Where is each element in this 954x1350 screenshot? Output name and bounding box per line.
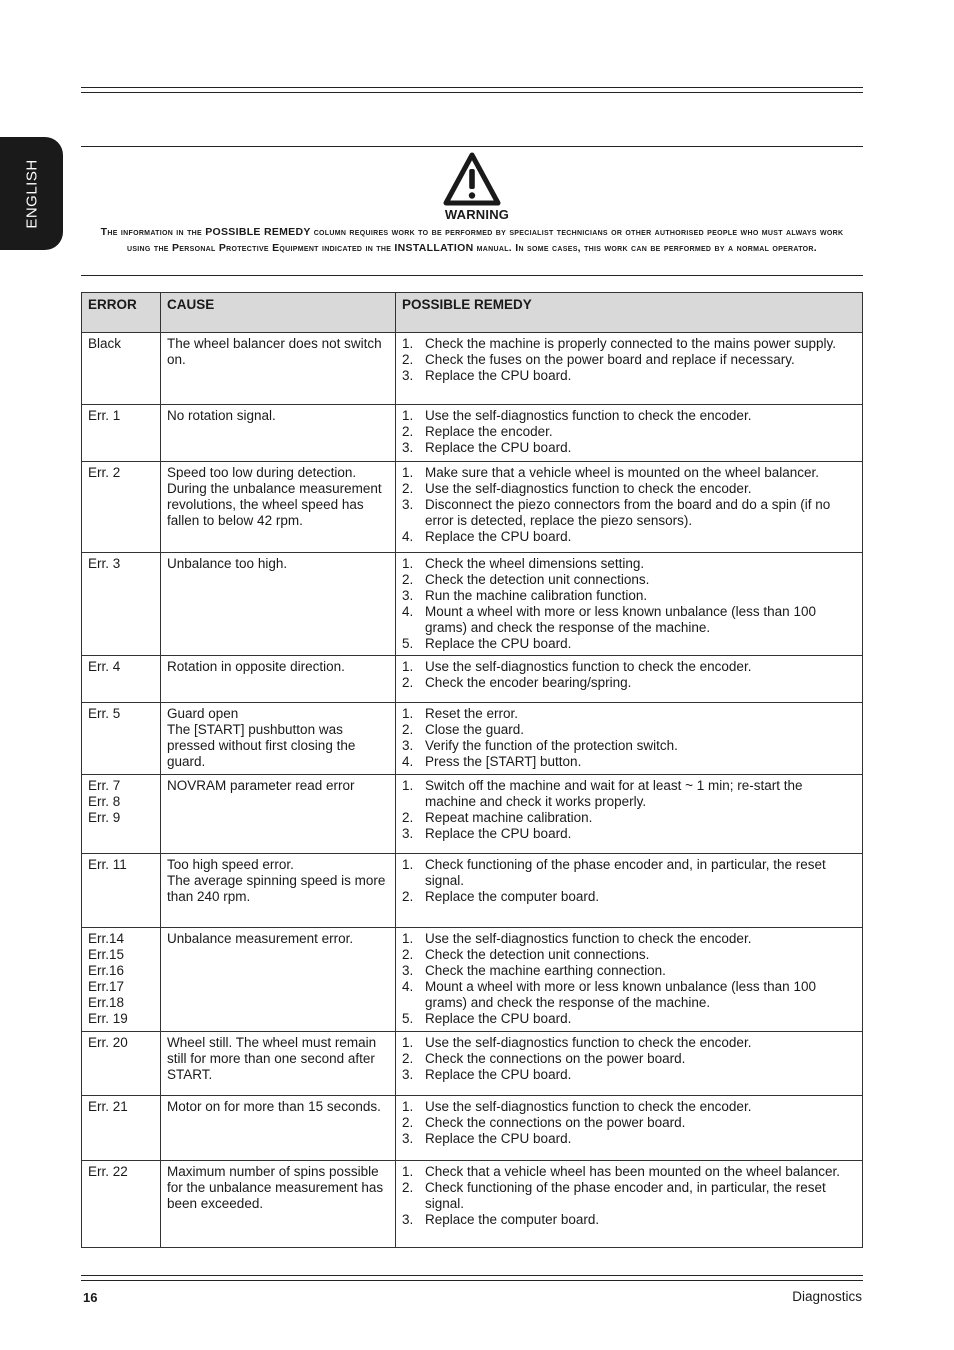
footer-rule <box>81 1275 863 1281</box>
remedy-step-text: Check the fuses on the power board and replace if necessary. <box>425 352 795 367</box>
remedy-step-number: 3. <box>402 440 414 455</box>
remedy-step <box>402 1180 856 1212</box>
error-code: Err. 2 <box>88 465 121 480</box>
remedy-step-number: 4. <box>402 604 414 619</box>
error-code: Err. 3 <box>88 556 121 571</box>
remedy-step <box>402 659 856 675</box>
cause-text: Unbalance measurement error. <box>167 931 354 946</box>
remedy-step-text: Check the connections on the power board. <box>425 1051 686 1066</box>
error-code: Err.16 <box>88 963 125 978</box>
remedy-step <box>402 754 856 770</box>
table-row <box>82 656 863 703</box>
error-code: Err.15 <box>88 947 125 962</box>
remedy-step-text: Check the machine earthing connection. <box>425 963 666 978</box>
header-error: ERROR <box>82 293 161 333</box>
remedy-list <box>402 778 856 842</box>
header-rule <box>81 87 863 93</box>
remedy-step <box>402 368 856 384</box>
remedy-step-text: Check the encoder bearing/spring. <box>425 675 632 690</box>
remedy-step-text: Switch off the machine and wait for at least ~ 1 min; re-start the machine and check it works properly. <box>425 778 803 809</box>
remedy-step-number: 3. <box>402 588 414 603</box>
remedy-cell <box>396 775 863 854</box>
cause-text: NOVRAM parameter read error <box>167 778 355 793</box>
remedy-step-number: 3. <box>402 826 414 841</box>
cause-text: The [START] pushbutton was pressed without first closing the guard. <box>167 722 356 769</box>
error-code-cell <box>82 1161 161 1248</box>
error-code-cell <box>82 928 161 1032</box>
remedy-step <box>402 556 856 572</box>
remedy-step-number: 4. <box>402 754 414 769</box>
remedy-step <box>402 931 856 947</box>
remedy-step <box>402 1212 856 1228</box>
remedy-step-number: 4. <box>402 979 414 994</box>
warning-bottom-rule <box>81 275 863 276</box>
cause-cell <box>161 553 396 656</box>
table-row <box>82 1096 863 1161</box>
remedy-list <box>402 465 856 545</box>
remedy-step-number: 1. <box>402 857 414 872</box>
remedy-list <box>402 857 856 905</box>
table-row <box>82 462 863 553</box>
remedy-cell <box>396 703 863 775</box>
table-row <box>82 854 863 928</box>
remedy-step-text: Replace the CPU board. <box>425 368 572 383</box>
remedy-step-text: Close the guard. <box>425 722 525 737</box>
cause-cell <box>161 1161 396 1248</box>
remedy-cell <box>396 854 863 928</box>
remedy-step-number: 5. <box>402 1011 414 1026</box>
remedy-step <box>402 963 856 979</box>
remedy-step-text: Repeat machine calibration. <box>425 810 593 825</box>
remedy-step-number: 1. <box>402 556 414 571</box>
cause-cell <box>161 1032 396 1096</box>
remedy-step-number: 3. <box>402 1067 414 1082</box>
cause-text: Guard open <box>167 706 239 721</box>
remedy-step <box>402 675 856 691</box>
remedy-step-text: Use the self-diagnostics function to check the encoder. <box>425 408 752 423</box>
remedy-step-text: Replace the CPU board. <box>425 1011 572 1026</box>
remedy-step-text: Replace the CPU board. <box>425 529 572 544</box>
table-row <box>82 703 863 775</box>
remedy-cell <box>396 333 863 405</box>
error-code-cell <box>82 553 161 656</box>
cause-text: Rotation in opposite direction. <box>167 659 345 674</box>
remedy-step-text: Replace the encoder. <box>425 424 553 439</box>
section-name: Diagnostics <box>792 1289 862 1304</box>
remedy-step-number: 2. <box>402 572 414 587</box>
remedy-step <box>402 1035 856 1051</box>
remedy-step <box>402 465 856 481</box>
remedy-step-text: Check the connections on the power board. <box>425 1115 686 1130</box>
error-code-cell <box>82 854 161 928</box>
table-row <box>82 333 863 405</box>
cause-cell <box>161 775 396 854</box>
cause-cell <box>161 656 396 703</box>
error-code: Err. 11 <box>88 857 127 872</box>
remedy-step-number: 1. <box>402 706 414 721</box>
cause-text: Maximum number of spins possible for the unbalance measurement has been exceeded. <box>167 1164 384 1211</box>
remedy-step-number: 3. <box>402 1212 414 1227</box>
error-code: Err. 9 <box>88 810 121 825</box>
header-cause: CAUSE <box>161 293 396 333</box>
remedy-list <box>402 931 856 1027</box>
remedy-step-number: 2. <box>402 675 414 690</box>
error-code: Err.18 <box>88 995 125 1010</box>
remedy-step-text: Press the [START] button. <box>425 754 582 769</box>
remedy-cell <box>396 1161 863 1248</box>
error-code: Err.17 <box>88 979 125 994</box>
table-header-row <box>82 293 863 333</box>
remedy-step <box>402 424 856 440</box>
remedy-step-number: 1. <box>402 931 414 946</box>
remedy-step-text: Use the self-diagnostics function to check the encoder. <box>425 1099 752 1114</box>
remedy-step-number: 1. <box>402 408 414 423</box>
remedy-step-text: Check the wheel dimensions setting. <box>425 556 645 571</box>
remedy-step-number: 4. <box>402 529 414 544</box>
error-code-cell <box>82 775 161 854</box>
cause-text: Too high speed error. <box>167 857 294 872</box>
remedy-step <box>402 889 856 905</box>
error-code-cell <box>82 656 161 703</box>
error-code: Err.14 <box>88 931 125 946</box>
warning-title: WARNING <box>444 207 510 222</box>
error-code: Err. 8 <box>88 794 121 809</box>
remedy-step <box>402 588 856 604</box>
remedy-list <box>402 1164 856 1228</box>
remedy-step <box>402 738 856 754</box>
remedy-step <box>402 1051 856 1067</box>
cause-cell <box>161 462 396 553</box>
error-code-cell <box>82 1032 161 1096</box>
remedy-step <box>402 706 856 722</box>
remedy-step-number: 2. <box>402 1115 414 1130</box>
remedy-list <box>402 336 856 384</box>
error-code-cell <box>82 462 161 553</box>
remedy-step-text: Check the machine is properly connected to the mains power supply. <box>425 336 836 351</box>
error-code-cell <box>82 703 161 775</box>
remedy-step-number: 1. <box>402 1164 414 1179</box>
remedy-list <box>402 1099 856 1147</box>
remedy-step <box>402 826 856 842</box>
cause-text: Motor on for more than 15 seconds. <box>167 1099 381 1114</box>
cause-cell <box>161 333 396 405</box>
cause-text: The average spinning speed is more than 240 rpm. <box>167 873 386 904</box>
remedy-step-text: Use the self-diagnostics function to check the encoder. <box>425 931 752 946</box>
remedy-step <box>402 572 856 588</box>
remedy-step-text: Run the machine calibration function. <box>425 588 648 603</box>
remedy-step-text: Use the self-diagnostics function to check the encoder. <box>425 659 752 674</box>
table-row <box>82 553 863 656</box>
remedy-step <box>402 336 856 352</box>
error-code: Err. 19 <box>88 1011 128 1026</box>
remedy-step <box>402 810 856 826</box>
remedy-step-text: Check the detection unit connections. <box>425 572 650 587</box>
remedy-step-number: 1. <box>402 778 414 793</box>
error-code: Err. 21 <box>88 1099 128 1114</box>
remedy-step <box>402 979 856 1011</box>
error-code: Err. 20 <box>88 1035 128 1050</box>
remedy-step-text: Check the detection unit connections. <box>425 947 650 962</box>
remedy-list <box>402 659 856 691</box>
remedy-step-number: 2. <box>402 889 414 904</box>
cause-cell <box>161 703 396 775</box>
error-code: Err. 1 <box>88 408 121 423</box>
remedy-cell <box>396 1032 863 1096</box>
cause-cell <box>161 854 396 928</box>
remedy-step <box>402 1067 856 1083</box>
table-row <box>82 1032 863 1096</box>
page-number: 16 <box>83 1290 98 1305</box>
cause-text: Speed too low during detection. During the unbalance measurement revolutions, the wheel speed has fallen to below 42 rpm. <box>167 465 382 528</box>
remedy-step <box>402 947 856 963</box>
remedy-step-number: 1. <box>402 465 414 480</box>
remedy-step-number: 1. <box>402 336 414 351</box>
remedy-step-number: 3. <box>402 497 414 512</box>
cause-cell <box>161 405 396 462</box>
remedy-step <box>402 636 856 652</box>
remedy-step <box>402 778 856 810</box>
remedy-step-text: Mount a wheel with more or less known unbalance (less than 100 grams) and check the response of the machine. <box>425 979 816 1010</box>
error-code-cell <box>82 405 161 462</box>
remedy-step <box>402 857 856 889</box>
cause-text: Unbalance too high. <box>167 556 288 571</box>
remedy-cell <box>396 1096 863 1161</box>
table-row <box>82 1161 863 1248</box>
table-row <box>82 928 863 1032</box>
error-code: Err. 22 <box>88 1164 128 1179</box>
remedy-step-text: Check that a vehicle wheel has been mounted on the wheel balancer. <box>425 1164 841 1179</box>
remedy-step <box>402 481 856 497</box>
cause-cell <box>161 1096 396 1161</box>
remedy-step-text: Use the self-diagnostics function to check the encoder. <box>425 481 752 496</box>
remedy-step-number: 2. <box>402 1051 414 1066</box>
error-code: Err. 5 <box>88 706 121 721</box>
remedy-step <box>402 352 856 368</box>
remedy-step-number: 1. <box>402 1099 414 1114</box>
cause-text: No rotation signal. <box>167 408 276 423</box>
cause-cell <box>161 928 396 1032</box>
warning-top-rule <box>81 146 863 147</box>
error-code-cell <box>82 1096 161 1161</box>
remedy-step-text: Replace the computer board. <box>425 1212 600 1227</box>
remedy-step-text: Replace the CPU board. <box>425 636 572 651</box>
diagnostics-table <box>81 292 863 1248</box>
remedy-step-text: Check functioning of the phase encoder and, in particular, the reset signal. <box>425 857 826 888</box>
remedy-list <box>402 1035 856 1083</box>
remedy-step-text: Replace the computer board. <box>425 889 600 904</box>
error-code: Err. 7 <box>88 778 121 793</box>
remedy-step-text: Verify the function of the protection switch. <box>425 738 678 753</box>
remedy-step-number: 2. <box>402 424 414 439</box>
remedy-step-text: Use the self-diagnostics function to check the encoder. <box>425 1035 752 1050</box>
remedy-step <box>402 1115 856 1131</box>
remedy-step-number: 3. <box>402 368 414 383</box>
remedy-step-text: Replace the CPU board. <box>425 1131 572 1146</box>
remedy-step-number: 3. <box>402 738 414 753</box>
remedy-cell <box>396 656 863 703</box>
remedy-step <box>402 529 856 545</box>
error-code: Black <box>88 336 122 351</box>
remedy-step-number: 2. <box>402 1180 414 1195</box>
error-code-cell <box>82 333 161 405</box>
remedy-step-number: 3. <box>402 963 414 978</box>
remedy-cell <box>396 928 863 1032</box>
remedy-step-text: Reset the error. <box>425 706 519 721</box>
cause-text: Wheel still. The wheel must remain still for more than one second after START. <box>167 1035 377 1082</box>
error-code: Err. 4 <box>88 659 121 674</box>
header-remedy: POSSIBLE REMEDY <box>396 293 863 333</box>
cause-text: The wheel balancer does not switch on. <box>167 336 382 367</box>
remedy-step-text: Mount a wheel with more or less known unbalance (less than 100 grams) and check the response of the machine. <box>425 604 816 635</box>
remedy-step <box>402 1011 856 1027</box>
remedy-step-text: Disconnect the piezo connectors from the board and do a spin (if no error is detected, replace the piezo sensors). <box>425 497 831 528</box>
table-row <box>82 405 863 462</box>
language-tab <box>0 137 63 250</box>
remedy-step-number: 2. <box>402 481 414 496</box>
remedy-step-number: 1. <box>402 1035 414 1050</box>
remedy-step <box>402 497 856 529</box>
warning-text: The information in the POSSIBLE REMEDY column requires work to be performed by specialist technicians or other authorised people who must always work using the Personal Protective Equipment indicated in the INSTALLATION manual. In some cases, this work can be performed by a normal operator. <box>100 226 844 254</box>
remedy-step-text: Replace the CPU board. <box>425 1067 572 1082</box>
remedy-step <box>402 1131 856 1147</box>
remedy-step <box>402 1164 856 1180</box>
language-tab-label: ENGLISH <box>23 158 40 229</box>
remedy-step-number: 2. <box>402 352 414 367</box>
remedy-list <box>402 408 856 456</box>
remedy-cell <box>396 405 863 462</box>
remedy-cell <box>396 462 863 553</box>
remedy-step-text: Make sure that a vehicle wheel is mounted on the wheel balancer. <box>425 465 819 480</box>
remedy-list <box>402 706 856 770</box>
table-row <box>82 775 863 854</box>
remedy-step <box>402 1099 856 1115</box>
remedy-step-number: 5. <box>402 636 414 651</box>
remedy-step <box>402 440 856 456</box>
remedy-cell <box>396 553 863 656</box>
remedy-step-number: 3. <box>402 1131 414 1146</box>
remedy-step-number: 1. <box>402 659 414 674</box>
remedy-step-text: Check functioning of the phase encoder and, in particular, the reset signal. <box>425 1180 826 1211</box>
remedy-step <box>402 722 856 738</box>
remedy-step-text: Replace the CPU board. <box>425 440 572 455</box>
remedy-step <box>402 408 856 424</box>
remedy-step-number: 2. <box>402 722 414 737</box>
remedy-list <box>402 556 856 652</box>
remedy-step-number: 2. <box>402 810 414 825</box>
remedy-step-number: 2. <box>402 947 414 962</box>
remedy-step-text: Replace the CPU board. <box>425 826 572 841</box>
warning-triangle-icon <box>443 152 501 206</box>
remedy-step <box>402 604 856 636</box>
